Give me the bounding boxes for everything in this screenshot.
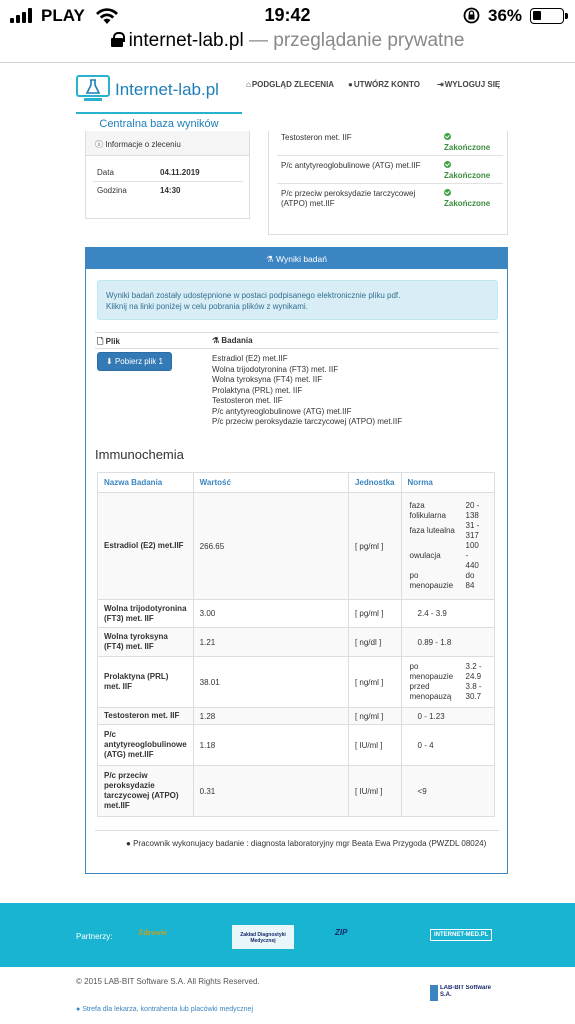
status-text: Zakończone xyxy=(444,171,491,180)
test-value: 1.21 xyxy=(193,628,348,657)
test-name: P/c antytyreoglobulinowe (ATG) met.IIF xyxy=(98,725,194,766)
partners-bar xyxy=(0,903,575,967)
performing-worker xyxy=(126,839,486,848)
download-label: Pobierz plik 1 xyxy=(114,357,163,366)
results-table xyxy=(97,472,495,817)
check-icon xyxy=(444,189,451,196)
section-title: Immunochemia xyxy=(95,447,184,462)
table-row xyxy=(98,600,495,628)
alert-text: Kliknij na linki poniżej w celu pobrania plików z wynikami. xyxy=(106,302,308,311)
status-completed xyxy=(444,189,490,208)
status-bar xyxy=(0,0,575,30)
user-icon: ● xyxy=(126,839,131,848)
nav-logout[interactable] xyxy=(437,80,500,89)
norm-range: do 84 xyxy=(465,571,475,590)
test-unit: [ IU/ml ] xyxy=(348,766,401,817)
table-row xyxy=(98,657,495,708)
norm-table xyxy=(408,662,486,702)
info-icon: ⓘ xyxy=(95,140,103,149)
divider xyxy=(277,155,503,156)
norm-phase: faza folikularna xyxy=(409,501,446,520)
nav-order-preview[interactable] xyxy=(246,80,334,89)
download-icon: ⬇ xyxy=(106,357,113,366)
doctor-zone-link[interactable] xyxy=(76,1006,253,1013)
test-norm: 2.4 - 3.9 xyxy=(401,600,494,628)
list-item: Testosteron met. IIF xyxy=(212,396,283,405)
test-name: P/c przeciw peroksydazie tarczycowej (ATPO) met.IIF xyxy=(98,766,194,817)
doctor-link-text: Strefa dla lekarza, kontrahenta lub placówki medycznej xyxy=(82,1006,254,1013)
status-test-name: P/c antytyreoglobulinowe (ATG) met.IIF xyxy=(281,161,421,170)
status-completed xyxy=(444,161,490,180)
footer xyxy=(0,967,575,1024)
test-unit: [ ng/ml ] xyxy=(348,657,401,708)
test-norm: 0 - 1.23 xyxy=(401,708,494,725)
order-info-panel xyxy=(85,131,250,219)
check-icon xyxy=(444,133,451,140)
results-title xyxy=(86,248,507,269)
list-item: Wolna trijodotyronina (FT3) met. IIF xyxy=(212,364,339,374)
tests-header-text: Badania xyxy=(221,336,253,345)
time-label: Godzina xyxy=(97,186,127,195)
test-value: 1.18 xyxy=(193,725,348,766)
table-header-row xyxy=(98,473,495,493)
test-name: Wolna tyroksyna (FT4) met. IIF xyxy=(98,628,194,657)
table-row xyxy=(98,628,495,657)
test-value: 0.31 xyxy=(193,766,348,817)
test-status-panel xyxy=(268,131,508,235)
table-row xyxy=(98,708,495,725)
order-info-title xyxy=(86,131,249,156)
battery-percent: 36% xyxy=(488,6,523,25)
norm-phase: faza lutealna xyxy=(409,526,455,535)
test-unit: [ ng/ml ] xyxy=(348,708,401,725)
test-unit: [ ng/dl ] xyxy=(348,628,401,657)
column-header: Jednostka xyxy=(348,473,401,493)
nav-label: PODGLĄD ZLECENIA xyxy=(251,80,335,89)
norm-range: 31 - 317 xyxy=(465,521,480,540)
column-header: Nazwa Badania xyxy=(98,473,194,493)
test-unit: [ pg/ml ] xyxy=(348,600,401,628)
test-value: 1.28 xyxy=(193,708,348,725)
download-file-button[interactable] xyxy=(97,352,172,371)
results-panel xyxy=(85,247,508,874)
test-norm: 0.89 - 1.8 xyxy=(401,628,494,657)
test-name: Prolaktyna (PRL) met. IIF xyxy=(98,657,194,708)
table-row xyxy=(98,493,495,600)
lab-bit-brand: LAB-BIT Software S.A. xyxy=(430,985,502,1001)
date-label: Data xyxy=(97,168,114,177)
list-item: P/c przeciw peroksydazie tarczycowej (ATPO) met.IIF xyxy=(212,417,403,426)
logo-subtitle: Centralna baza wyników xyxy=(76,112,242,130)
battery-icon xyxy=(530,8,564,24)
norm-range: 20 - 138 xyxy=(465,501,480,520)
norm-table xyxy=(408,501,484,591)
nav-create-account[interactable] xyxy=(348,80,420,89)
file-test-list xyxy=(212,354,402,428)
divider xyxy=(0,62,575,63)
divider xyxy=(95,830,499,831)
order-info-title-text: Informacje o zleceniu xyxy=(105,140,181,149)
address-bar[interactable] xyxy=(0,30,575,60)
info-alert xyxy=(97,280,498,320)
test-value: 266.65 xyxy=(193,493,348,600)
list-item: Wolna tyroksyna (FT4) met. IIF xyxy=(212,375,323,384)
partners-label: Partnerzy: xyxy=(76,932,113,941)
date-value: 04.11.2019 xyxy=(160,168,200,177)
norm-phase: po menopauzie xyxy=(409,571,454,590)
private-browsing-label: — przeglądanie prywatne xyxy=(248,30,465,51)
test-norm: <9 xyxy=(401,766,494,817)
alert-text: Wyniki badań zostały udostępnione w postaci podpisanego elektronicznie pliku pdf. xyxy=(106,291,401,300)
list-item: Prolaktyna (PRL) met. IIF xyxy=(212,385,303,395)
user-icon: ● xyxy=(348,80,353,89)
divider xyxy=(93,181,243,182)
test-norm xyxy=(401,493,494,600)
list-item: P/c antytyreoglobulinowe (ATG) met.IIF xyxy=(212,406,352,416)
status-text: Zakończone xyxy=(444,199,491,208)
list-item: Estradiol (E2) met.IIF xyxy=(212,354,288,363)
status-test-name: Testosteron met. IIF xyxy=(281,133,352,142)
logout-icon: ⇥ xyxy=(437,80,444,89)
divider xyxy=(95,332,499,333)
norm-range: 3.8 - 30.7 xyxy=(465,682,482,701)
column-header: Norma xyxy=(401,473,494,493)
norm-range: 3.2 - 24.9 xyxy=(465,662,482,681)
test-name: Testosteron met. IIF xyxy=(98,708,194,725)
nav-label: UTWÓRZ KONTO xyxy=(353,80,420,89)
check-icon xyxy=(444,161,451,168)
norm-range: 100 - 440 xyxy=(465,541,479,570)
worker-text: Pracownik wykonujacy badanie : diagnosta laboratoryjny mgr Beata Ewa Przygoda (PWZDL 08024) xyxy=(133,839,487,848)
test-value: 38.01 xyxy=(193,657,348,708)
partner-logo[interactable]: Zakład Diagnostyki Medycznej xyxy=(232,925,294,949)
status-test-name: P/c przeciw peroksydazie tarczycowej (ATPO) met.IIF xyxy=(281,189,416,208)
partner-logo[interactable]: ZIP xyxy=(335,928,348,937)
status-text: Zakończone xyxy=(444,143,491,152)
copyright: © 2015 LAB-BIT Software S.A. All Rights Reserved. xyxy=(76,977,260,986)
table-row xyxy=(98,766,495,817)
rotation-lock-icon xyxy=(463,7,480,24)
lock-icon xyxy=(111,32,123,47)
nav-label: WYLOGUJ SIĘ xyxy=(444,80,501,89)
test-name: Wolna trijodotyronina (FT3) met. IIF xyxy=(98,600,194,628)
norm-phase: po menopauzie xyxy=(409,662,454,681)
partner-logo[interactable]: INTERNET-MED.PL xyxy=(430,929,492,941)
home-icon: ⌂ xyxy=(246,80,251,89)
time-row xyxy=(97,186,242,195)
user-icon: ● xyxy=(76,1006,81,1013)
norm-phase: owulacja xyxy=(409,551,441,560)
test-value: 3.00 xyxy=(193,600,348,628)
status-completed xyxy=(444,133,490,152)
flask-icon: ⚗ xyxy=(266,254,274,264)
url-domain: internet-lab.pl xyxy=(128,30,244,51)
test-norm: 0 - 4 xyxy=(401,725,494,766)
tests-column-header xyxy=(212,336,253,345)
test-unit: [ IU/ml ] xyxy=(348,725,401,766)
lab-bit-logo xyxy=(430,985,502,1001)
divider xyxy=(277,183,503,184)
time-value: 14:30 xyxy=(160,186,181,195)
divider xyxy=(95,348,499,349)
test-norm xyxy=(401,657,494,708)
column-header: Wartość xyxy=(193,473,348,493)
carrier: PLAY xyxy=(41,6,85,25)
date-row xyxy=(97,168,242,177)
file-header-text: Plik xyxy=(105,337,120,346)
table-row xyxy=(98,725,495,766)
clock: 19:42 xyxy=(264,5,311,25)
results-title-text: Wyniki badań xyxy=(276,254,327,264)
flask-icon: ⚗ xyxy=(212,336,220,345)
logo-icon[interactable] xyxy=(76,75,110,103)
test-unit: [ pg/ml ] xyxy=(348,493,401,600)
norm-phase: przed menopauzą xyxy=(409,682,452,701)
partner-logo[interactable]: Zdrowie xyxy=(138,928,167,937)
test-name: Estradiol (E2) met.IIF xyxy=(98,493,194,600)
file-icon: 🗋 xyxy=(97,337,104,346)
logo-name[interactable]: Internet-lab.pl xyxy=(115,80,219,99)
